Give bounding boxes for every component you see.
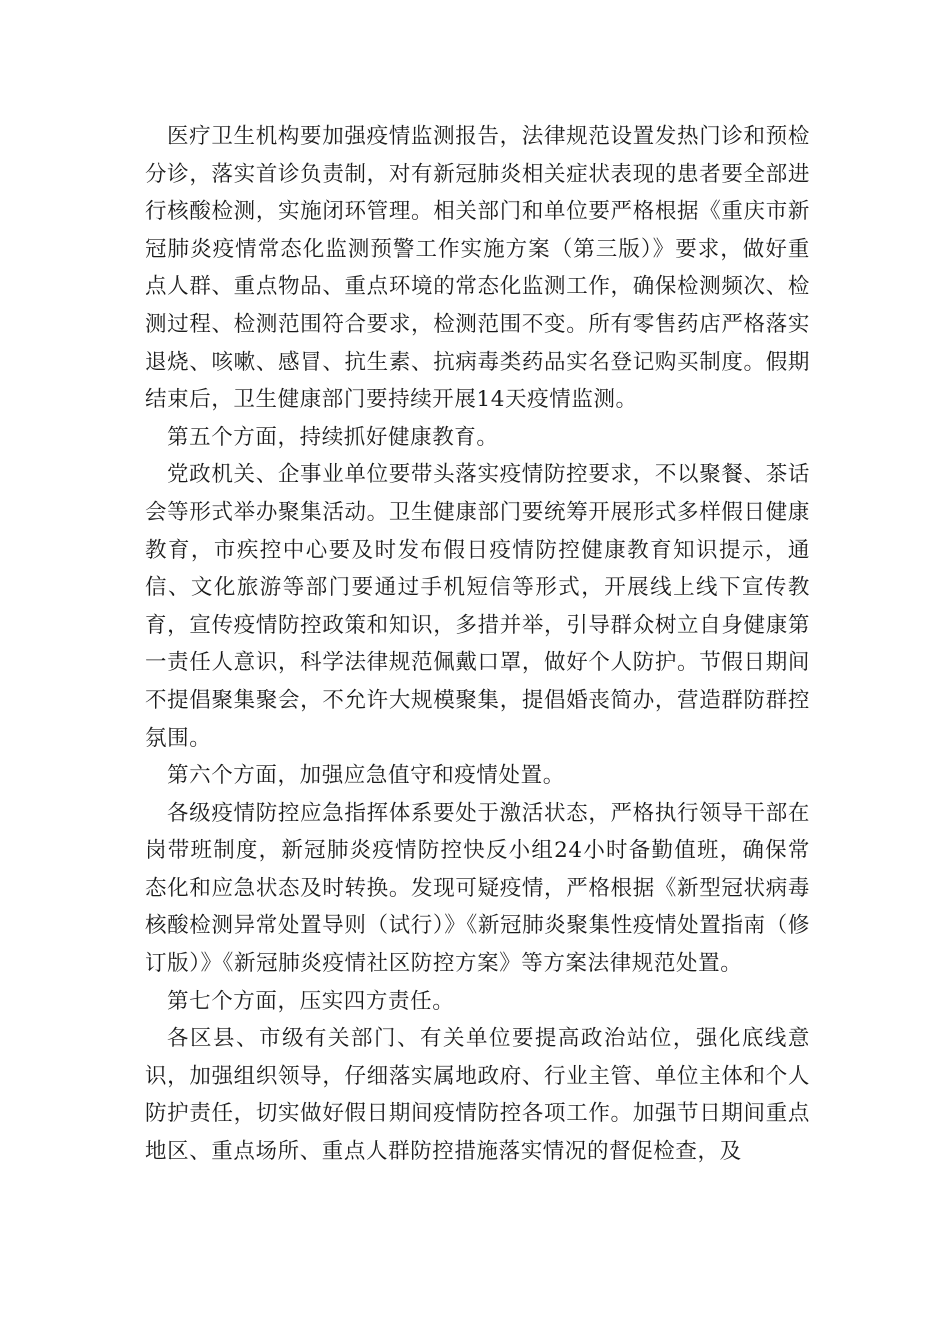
heading-seventh-aspect: 第七个方面，压实四方责任。: [167, 988, 455, 1014]
paragraph-monitoring-report: 医疗卫生机构要加强疫情监测报告，法律规范设置发热门诊和预检分诊，落实首诊负责制，对有新冠肺炎相关症状表现的患者要全部进行核酸检测，实施闭环管理。相关部门和单位要严格根据《重庆市新冠肺炎疫情常态化监测预警工作实施方案（第三版）》要求，做好重点人群、重点物品、重点环境的常态化监测工作，确保检测频次、检测过程、检测范围符合要求，检测范围不变。所有零售药店严格落实退烧、咳嗽、感冒、抗生素、抗病毒类药品实名登记购买制度。假期结束后，卫生健康部门要持续开展14天疫情监测。: [145, 124, 810, 413]
paragraph-emergency-duty: 各级疫情防控应急指挥体系要处于激活状态，严格执行领导干部在岗带班制度，新冠肺炎疫情防控快反小组24小时备勤值班，确保常态化和应急状态及时转换。发现可疑疫情，严格根据《新型冠状病毒核酸检测异常处置导则（试行）》《新冠肺炎聚集性疫情处置指南（修订版）》《新冠肺炎疫情社区防控方案》等方案法律规范处置。: [145, 800, 810, 977]
heading-fifth-aspect: 第五个方面，持续抓好健康教育。: [167, 424, 499, 450]
heading-sixth-aspect: 第六个方面，加强应急值守和疫情处置。: [167, 763, 565, 789]
paragraph-health-education: 党政机关、企事业单位要带头落实疫情防控要求，不以聚餐、茶话会等形式举办聚集活动。卫生健康部门要统筹开展形式多样假日健康教育，市疾控中心要及时发布假日疫情防控健康教育知识提示，通信、文化旅游等部门要通过手机短信等形式，开展线上线下宣传教育，宣传疫情防控政策和知识，多措并举，引导群众树立自身健康第一责任人意识，科学法律规范佩戴口罩，做好个人防护。节假日期间不提倡聚集聚会，不允许大规模聚集，提倡婚丧简办，营造群防群控氛围。: [145, 462, 810, 751]
paragraph-four-responsibilities: 各区县、市级有关部门、有关单位要提高政治站位，强化底线意识，加强组织领导，仔细落实属地政府、行业主管、单位主体和个人防护责任，切实做好假日期间疫情防控各项工作。加强节日期间重点地区、重点场所、重点人群防控措施落实情况的督促检查，及: [145, 1026, 810, 1165]
document-body: [145, 118, 810, 1171]
